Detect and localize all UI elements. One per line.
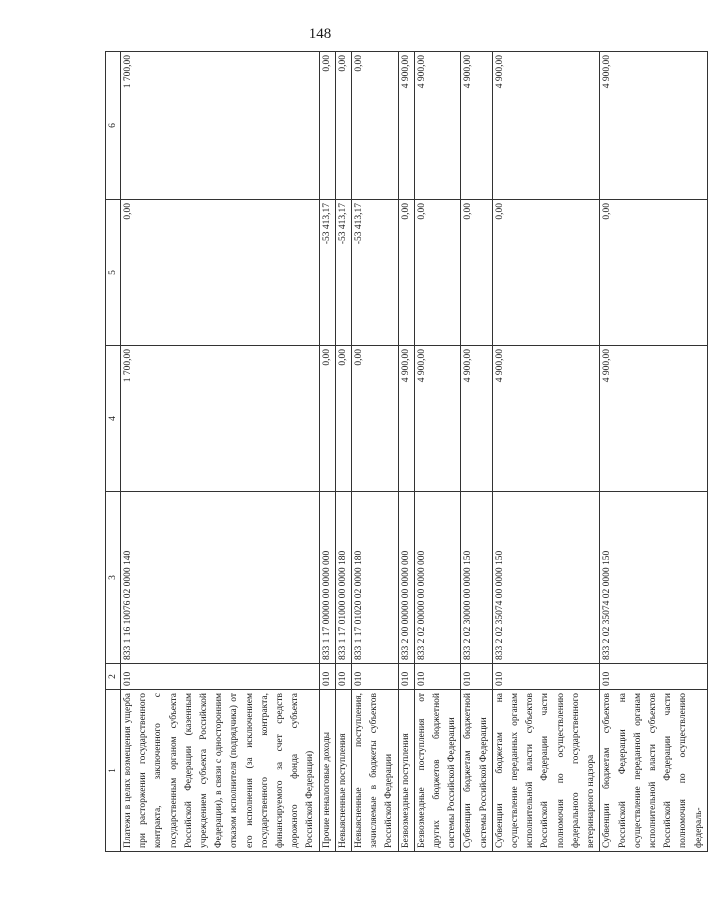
table-row (492, 52, 599, 852)
row-name: Безвозмездные поступления (398, 690, 414, 852)
row-admin-code: 010 (319, 664, 335, 690)
row-budget-code: 833 1 16 10076 02 0000 140 (121, 492, 320, 664)
row-col5-value: 0,00 (461, 200, 492, 346)
row-col4-value: 4 900,00 (398, 346, 414, 492)
row-admin-code: 010 (600, 664, 707, 690)
row-name: Безвозмездные поступления от других бюджетов бюджетной системы Российской Федерации (414, 690, 461, 852)
row-col6-value: 4 900,00 (414, 52, 461, 200)
row-admin-code: 010 (492, 664, 599, 690)
row-col4-value: 0,00 (335, 346, 351, 492)
table-row (335, 52, 351, 852)
row-col4-value: 1 700,00 (121, 346, 320, 492)
row-admin-code: 010 (335, 664, 351, 690)
row-col6-value: 0,00 (352, 52, 399, 200)
row-budget-code: 833 1 17 01000 00 0000 180 (335, 492, 351, 664)
table-header-row (106, 52, 121, 852)
row-budget-code: 833 1 17 00000 00 0000 000 (319, 492, 335, 664)
row-col5-value: 0,00 (600, 200, 707, 346)
row-col4-value: 0,00 (352, 346, 399, 492)
row-budget-code: 833 2 02 30000 00 0000 150 (461, 492, 492, 664)
row-budget-code: 833 2 00 00000 00 0000 000 (398, 492, 414, 664)
col-header-6: 6 (106, 52, 121, 200)
row-col4-value: 4 900,00 (492, 346, 599, 492)
row-col6-value: 4 900,00 (398, 52, 414, 200)
rotated-table-container (105, 52, 704, 852)
table-row (319, 52, 335, 852)
row-name: Невыясненные поступления, зачисляемые в бюджеты субъектов Российской Федерации (352, 690, 399, 852)
row-budget-code: 833 2 02 35074 00 0000 150 (492, 492, 599, 664)
table-row (414, 52, 461, 852)
row-col5-value: 0,00 (414, 200, 461, 346)
row-name: Невыясненные поступления (335, 690, 351, 852)
row-name: Платежи в целях возмещения ущерба при расторжении государственного контракта, заключенного с государственным органом субъекта Российской Федерации (казенным учреждением субъекта Российской Федерации), в связи с односторонним отказом исполнителя (подрядчика) от его исполнения (за исключением государственного контракта, финансируемого за счет средств дорожного фонда субъекта Российской Федерации) (121, 690, 320, 852)
row-name: Субвенции бюджетам субъектов Российской Федерации на осуществление переданной органам исполнительной власти субъектов Российской Федерации части полномочия по осуществлению федераль- (600, 690, 707, 852)
table-row (121, 52, 320, 852)
table-row (352, 52, 399, 852)
col-header-2: 2 (106, 664, 121, 690)
row-col5-value: 0,00 (398, 200, 414, 346)
col-header-3: 3 (106, 492, 121, 664)
row-col4-value: 0,00 (319, 346, 335, 492)
row-col4-value: 4 900,00 (461, 346, 492, 492)
row-col4-value: 4 900,00 (600, 346, 707, 492)
table-row (461, 52, 492, 852)
col-header-4: 4 (106, 346, 121, 492)
row-name: Прочие неналоговые доходы (319, 690, 335, 852)
row-col6-value: 0,00 (335, 52, 351, 200)
row-col5-value: 0,00 (492, 200, 599, 346)
table-row (398, 52, 414, 852)
row-col6-value: 1 700,00 (121, 52, 320, 200)
row-admin-code: 010 (121, 664, 320, 690)
col-header-5: 5 (106, 200, 121, 346)
row-col6-value: 4 900,00 (492, 52, 599, 200)
row-budget-code: 833 2 02 00000 00 0000 000 (414, 492, 461, 664)
row-name: Субвенции бюджетам на осуществление переданных органам исполнительной власти субъектов Российской Федерации части полномочия по осуществлению федерального государственного ветеринарного надзора (492, 690, 599, 852)
row-admin-code: 010 (398, 664, 414, 690)
row-admin-code: 010 (461, 664, 492, 690)
col-header-1: 1 (106, 690, 121, 852)
row-budget-code: 833 2 02 35074 02 0000 150 (600, 492, 707, 664)
table-row (600, 52, 707, 852)
row-col5-value: 0,00 (121, 200, 320, 346)
row-col5-value: -53 413,17 (335, 200, 351, 346)
row-budget-code: 833 1 17 01020 02 0000 180 (352, 492, 399, 664)
row-col6-value: 4 900,00 (461, 52, 492, 200)
row-col5-value: -53 413,17 (352, 200, 399, 346)
row-admin-code: 010 (352, 664, 399, 690)
row-col6-value: 4 900,00 (600, 52, 707, 200)
revenue-table (105, 51, 708, 852)
page-number: 148 (308, 26, 332, 42)
row-name: Субвенции бюджетам бюджетной системы Российской Федерации (461, 690, 492, 852)
row-col6-value: 0,00 (319, 52, 335, 200)
row-admin-code: 010 (414, 664, 461, 690)
row-col5-value: -53 413,17 (319, 200, 335, 346)
row-col4-value: 4 900,00 (414, 346, 461, 492)
